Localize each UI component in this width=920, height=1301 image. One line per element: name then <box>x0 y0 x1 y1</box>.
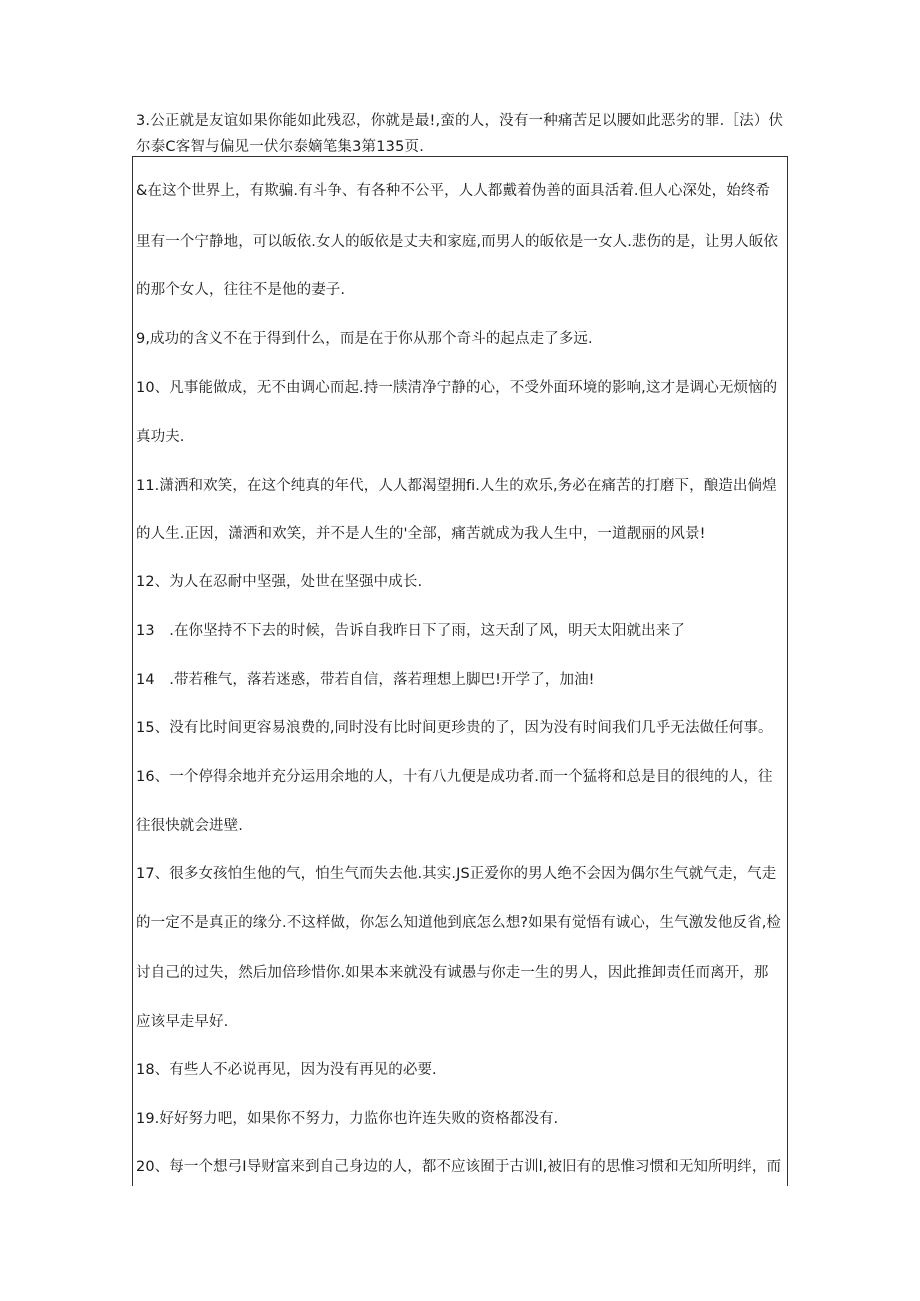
text-line-1: &在这个世界上，有欺骗.有斗争、有各种不公平，人人都戴着伪善的面具活着.但人心深处，始终希 <box>136 183 771 199</box>
text-line-21: 20、每一个想弓I导财富来到自己身边的人，都不应该囿于古训l,被旧有的思惟习惯和无知所明绊，而 <box>136 1159 782 1175</box>
text-line-11: 14 .带若稚气，落若迷惑，带若自信，落若理想上脚巴!开学了，加油! <box>136 672 595 688</box>
text-line-9: 12、为人在忍耐中坚强，处世在坚强中成长. <box>136 574 423 590</box>
text-line-18: 应该早走早好. <box>136 1014 229 1030</box>
intro-paragraph: 3.公正就是友谊如果你能如此残忍，你就是最!,蛮的人，没有一种痛苦足以腰如此恶劣的罪.［法）伏尔泰C客智与偏见一伏尔泰嫡笔集3第135页. <box>136 113 784 155</box>
text-line-2: 里有一个宁静地，可以皈依.女人的皈依是丈夫和家庭,而男人的皈依是一女人.悲伤的是，让男人皈依 <box>136 234 778 250</box>
text-line-20: 19.好好努力吧，如果你不努力，力监你也许连失败的资格都没有. <box>136 1111 559 1127</box>
text-line-13: 16、一个停得余地并充分运用余地的人，十有八九便是成功者.而一个猛将和总是目的很纯的人，往 <box>136 769 773 785</box>
text-line-7: 11.潇洒和欢笑，在这个纯真的年代，人人都渴望拥fi.人生的欢乐,务必在痛苦的打磨下，酿造出倘煌 <box>136 478 777 494</box>
text-line-17: 讨自己的过失，然后加倍珍惜你.如果本来就没有诚愚与你走一生的男人，因此推卸责任而离开，那 <box>136 965 769 981</box>
text-line-5: 10、凡事能做成，无不由调心而起.持一牍清净宁静的心，不受外面环境的影响,这才是调心无烦恼的 <box>136 380 778 396</box>
text-line-15: 17、很多女孩怕生他的气，怕生气而失去他.其实.JS正爱你的男人绝不会因为偶尔生气就气走，气走 <box>136 866 777 882</box>
text-line-14: 往很快就会进壁. <box>136 818 243 834</box>
text-line-19: 18、有些人不必说再见，因为没有再见的必要. <box>136 1062 437 1078</box>
text-line-16: 的一定不是真正的缘分.不这样做，你怎么知道他到底怎么想?如果有觉悟有诚心，生气激发他反省,检 <box>136 915 782 931</box>
text-line-10: 13 .在你坚持不下去的时候，告诉自我昨日下了雨，这天刮了风，明天太阳就出来了 <box>136 623 685 639</box>
text-line-12: 15、没有比时间更容易浪费的,同时没有比时间更珍贵的了，因为没有时间我们几乎无法做任何事。 <box>136 720 773 736</box>
text-line-6: 真功夫. <box>136 429 185 445</box>
text-line-3: 的那个女人，往往不是他的妻子. <box>136 282 346 298</box>
text-line-4: 9,成功的含义不在于得到什么，而是在于你从那个奇斗的起点走了多远. <box>136 331 593 347</box>
text-line-8: 的人生.正因，潇洒和欢笑，并不是人生的'全部，痛苦就成为我人生中，一道靓丽的风景! <box>136 526 706 542</box>
